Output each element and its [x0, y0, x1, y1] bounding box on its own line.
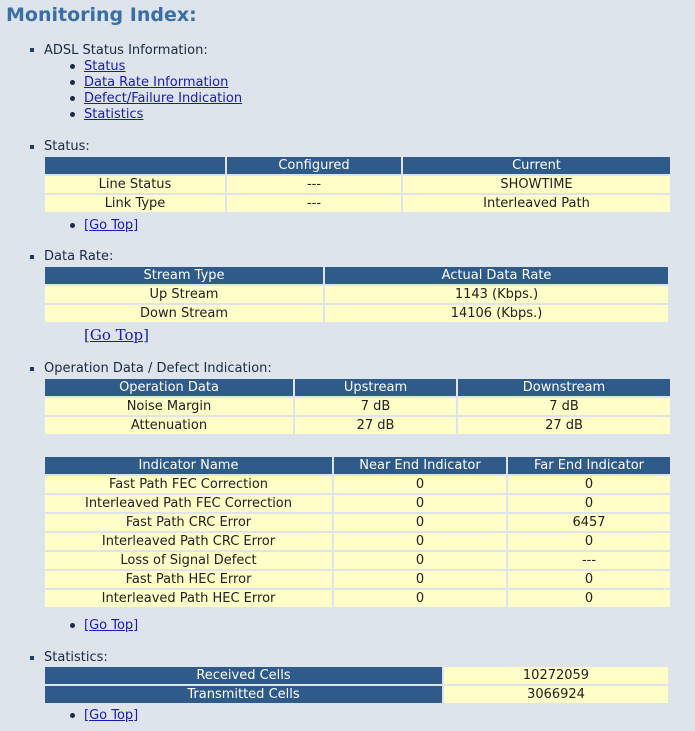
table-row	[45, 552, 670, 569]
table-cell: Interleaved Path	[403, 195, 670, 212]
adsl-section-label: ADSL Status Information:	[44, 43, 208, 58]
table-cell: Interleaved Path FEC Correction	[45, 495, 332, 512]
bullet-square-icon	[30, 656, 34, 660]
table-cell: 0	[334, 495, 506, 512]
table-cell: 0	[508, 476, 670, 493]
header-cell: Downstream	[458, 379, 670, 396]
table-cell: Interleaved Path CRC Error	[45, 533, 332, 550]
go-top-link[interactable]: [Go Top]	[84, 618, 139, 633]
data-rate-section-label: Data Rate:	[44, 249, 114, 264]
header-cell: Actual Data Rate	[325, 267, 668, 284]
table-cell: 3066924	[444, 686, 668, 703]
table-cell: Link Type	[45, 195, 225, 212]
table-cell: Attenuation	[45, 417, 293, 434]
table-cell: 0	[334, 514, 506, 531]
table-cell: 0	[334, 590, 506, 607]
table-row	[45, 286, 668, 303]
bullet-square-icon	[30, 255, 34, 259]
header-cell: Far End Indicator	[508, 457, 670, 474]
bullet-dot-icon	[70, 223, 75, 228]
table-cell: 7 dB	[295, 398, 456, 415]
table-row	[45, 305, 668, 322]
table-row	[45, 417, 670, 434]
table-cell: Line Status	[45, 176, 225, 193]
bullet-dot-icon	[70, 80, 75, 85]
header-cell: Operation Data	[45, 379, 293, 396]
statistics-table	[43, 665, 670, 705]
table-cell: ---	[508, 552, 670, 569]
table-cell: Received Cells	[45, 667, 442, 684]
table-row	[45, 476, 670, 493]
status-section-label: Status:	[44, 139, 90, 154]
link-data-rate[interactable]: Data Rate Information	[84, 75, 229, 90]
table-header-row	[45, 267, 668, 284]
table-row	[45, 195, 670, 212]
table-row	[45, 514, 670, 531]
header-cell: Configured	[227, 157, 401, 174]
table-cell: Down Stream	[45, 305, 323, 322]
header-cell: Stream Type	[45, 267, 323, 284]
operation-section-label: Operation Data / Defect Indication:	[44, 361, 272, 376]
header-cell: Near End Indicator	[334, 457, 506, 474]
table-cell: ---	[227, 195, 401, 212]
table-cell: 7 dB	[458, 398, 670, 415]
table-cell: Fast Path HEC Error	[45, 571, 332, 588]
table-cell: 0	[334, 571, 506, 588]
table-row	[45, 590, 670, 607]
bullet-dot-icon	[70, 64, 75, 69]
go-top-link[interactable]: [Go Top]	[84, 326, 149, 344]
header-cell: Indicator Name	[45, 457, 332, 474]
header-cell: Current	[403, 157, 670, 174]
table-cell: Loss of Signal Defect	[45, 552, 332, 569]
bullet-square-icon	[30, 48, 34, 52]
page-title: Monitoring Index:	[6, 4, 197, 26]
bullet-dot-icon	[70, 112, 75, 117]
table-cell: 0	[334, 476, 506, 493]
bullet-dot-icon	[70, 713, 75, 718]
table-cell: SHOWTIME	[403, 176, 670, 193]
operation-table	[43, 377, 672, 436]
table-cell: 14106 (Kbps.)	[325, 305, 668, 322]
bullet-dot-icon	[70, 623, 75, 628]
status-table	[43, 155, 672, 214]
table-cell: Fast Path CRC Error	[45, 514, 332, 531]
table-cell: 0	[334, 533, 506, 550]
table-cell: ---	[227, 176, 401, 193]
header-cell: Upstream	[295, 379, 456, 396]
table-header-row	[45, 157, 670, 174]
table-cell: 0	[508, 571, 670, 588]
table-cell: 0	[334, 552, 506, 569]
table-cell: 27 dB	[458, 417, 670, 434]
table-cell: 6457	[508, 514, 670, 531]
link-status[interactable]: Status	[84, 59, 126, 74]
table-cell: Interleaved Path HEC Error	[45, 590, 332, 607]
table-cell: 0	[508, 590, 670, 607]
bullet-square-icon	[30, 145, 34, 149]
table-row	[45, 495, 670, 512]
table-header-row	[45, 457, 670, 474]
table-cell: Fast Path FEC Correction	[45, 476, 332, 493]
table-cell: 10272059	[444, 667, 668, 684]
data-rate-table	[43, 265, 670, 324]
table-cell: Transmitted Cells	[45, 686, 442, 703]
link-defect-failure[interactable]: Defect/Failure Indication	[84, 91, 243, 106]
table-cell: 1143 (Kbps.)	[325, 286, 668, 303]
table-row	[45, 176, 670, 193]
table-row	[45, 533, 670, 550]
statistics-section-label: Statistics:	[44, 650, 108, 665]
table-cell: 27 dB	[295, 417, 456, 434]
table-cell: Noise Margin	[45, 398, 293, 415]
go-top-link[interactable]: [Go Top]	[84, 218, 139, 233]
table-header-row	[45, 379, 670, 396]
table-row	[45, 398, 670, 415]
table-cell: 0	[508, 495, 670, 512]
bullet-dot-icon	[70, 96, 75, 101]
bullet-square-icon	[30, 367, 34, 371]
table-row	[45, 571, 670, 588]
header-cell	[45, 157, 225, 174]
go-top-link[interactable]: [Go Top]	[84, 708, 139, 723]
table-row	[45, 686, 668, 703]
indicator-table	[43, 455, 672, 609]
link-statistics[interactable]: Statistics	[84, 107, 144, 122]
table-cell: Up Stream	[45, 286, 323, 303]
table-row	[45, 667, 668, 684]
table-cell: 0	[508, 533, 670, 550]
